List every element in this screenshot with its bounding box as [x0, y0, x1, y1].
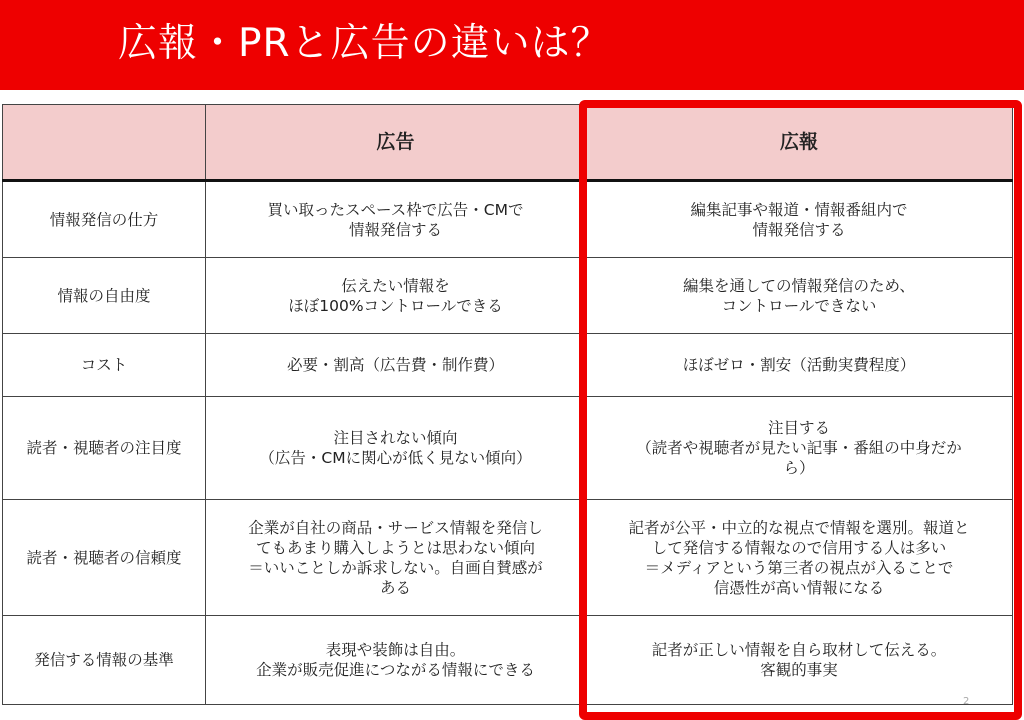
pr-cell — [586, 397, 1013, 500]
cell-line: 注目されない傾向 — [333, 429, 458, 447]
cell-line: 企業が販売促進につながる情報にできる — [256, 661, 535, 679]
ad-cell — [206, 258, 586, 334]
ad-cell — [206, 334, 586, 397]
ad-cell — [206, 397, 586, 500]
cell-line: 信憑性が高い情報になる — [713, 578, 885, 597]
cell-line: 情報発信する — [752, 220, 846, 239]
cell-line: 買い取ったスペース枠で広告・CMで — [267, 200, 524, 219]
cell-line: して発信する情報なので信用する人は多い — [651, 538, 947, 557]
cell-line: 情報発信する — [348, 220, 442, 239]
cell-line: 表現や装飾は自由。 — [325, 641, 466, 659]
cell-line: 注目する — [767, 419, 830, 437]
pr-cell — [586, 500, 1013, 616]
cell-line: 編集記事や報道・情報番組内で — [690, 200, 908, 219]
pr-cell — [586, 616, 1013, 705]
header-public-relations: 広報 — [586, 105, 1013, 181]
row-label: 情報発信の仕方 — [3, 181, 206, 258]
cell-line: てもあまり購入しようとは思わない傾向 — [255, 538, 535, 557]
row-label: コスト — [3, 334, 206, 397]
header-corner — [3, 105, 206, 181]
table-row — [3, 397, 1013, 500]
cell-line: ら） — [783, 459, 815, 477]
table-row — [3, 616, 1013, 705]
cell-line: 客観的事実 — [760, 661, 838, 679]
table-row — [3, 500, 1013, 616]
comparison-table — [2, 104, 1013, 705]
cell-line: 記者が正しい情報を自ら取材して伝える。 — [651, 641, 947, 659]
ad-cell — [206, 181, 586, 258]
row-label: 発信する情報の基準 — [3, 616, 206, 705]
cell-line: ほぼ100%コントロールできる — [288, 296, 503, 315]
page-number: 2 — [963, 696, 970, 707]
row-label: 読者・視聴者の注目度 — [3, 397, 206, 500]
cell-line: ある — [379, 578, 411, 597]
ad-cell — [206, 500, 586, 616]
cell-line: （読者や視聴者が見たい記事・番組の中身だか — [636, 439, 962, 457]
cell-line: 編集を通しての情報発信のため、 — [683, 276, 915, 295]
pr-cell — [586, 181, 1013, 258]
table-row — [3, 181, 1013, 258]
table-row — [3, 334, 1013, 397]
row-label: 情報の自由度 — [3, 258, 206, 334]
table-header-row — [3, 105, 1013, 181]
pr-cell — [586, 334, 1013, 397]
ad-cell — [206, 616, 586, 705]
cell-line: ＝いいことしか訴求しない。自画自賛感が — [248, 558, 543, 577]
title-banner — [0, 0, 1024, 90]
header-advertising: 広告 — [206, 105, 586, 181]
cell-line: 必要・割高（広告費・制作費） — [286, 356, 504, 374]
cell-line: ＝メディアという第三者の視点が入ることで — [644, 558, 954, 577]
cell-line: （広告・CMに関心が低く見ない傾向） — [259, 449, 532, 467]
cell-line: コントロールできない — [721, 296, 877, 315]
cell-line: ほぼゼロ・割安（活動実費程度） — [682, 356, 916, 374]
cell-line: 伝えたい情報を — [341, 276, 450, 295]
cell-line: 企業が自社の商品・サービス情報を発信し — [248, 518, 543, 537]
cell-line: 記者が公平・中立的な視点で情報を選別。報道と — [628, 518, 970, 537]
row-label: 読者・視聴者の信頼度 — [3, 500, 206, 616]
pr-cell — [586, 258, 1013, 334]
table-row — [3, 258, 1013, 334]
slide-title: 広報・PRと広告の違いは？ — [118, 21, 611, 66]
